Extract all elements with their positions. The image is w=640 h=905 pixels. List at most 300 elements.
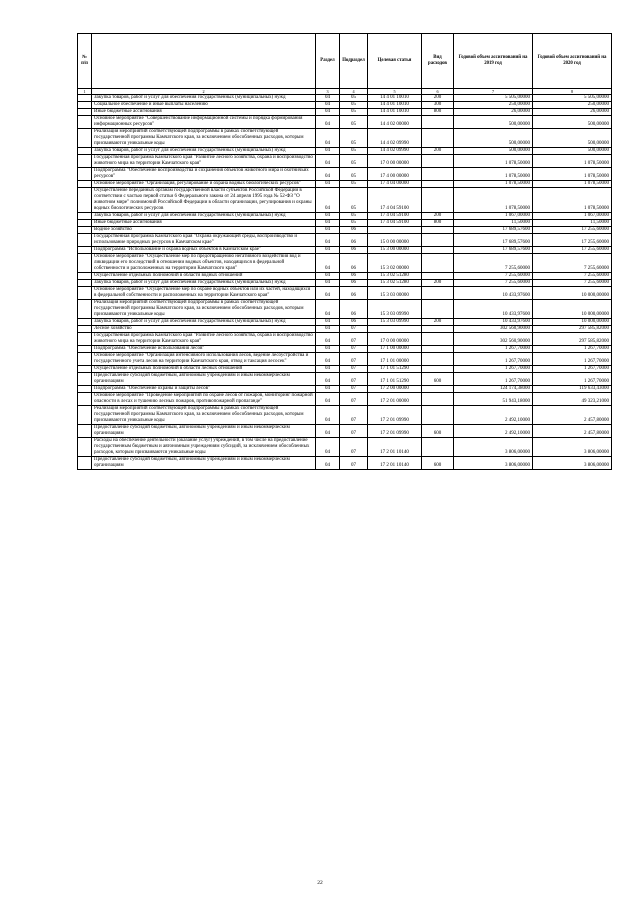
subsection-cell: 07 (340, 457, 368, 470)
amount-2020-cell: 119 633,43000 (533, 386, 612, 393)
item-name-cell: Закупка товаров, работ и услуг для обеспечения государственных (муниципальных) нужд (92, 95, 316, 102)
table-row (78, 188, 612, 213)
row-number-cell (78, 319, 92, 326)
table-row (78, 148, 612, 155)
amount-2019-cell: 17 689,57600 (454, 227, 533, 234)
row-number-cell (78, 326, 92, 333)
item-name-cell: Социальное обеспечение и иные выплаты населению (92, 102, 316, 109)
item-name-cell: Водное хозяйство (92, 227, 316, 234)
expense-type-cell (422, 326, 454, 333)
amount-2019-cell: 7 255,60000 (454, 254, 533, 273)
subsection-cell: 07 (340, 373, 368, 386)
expense-type-cell (422, 333, 454, 346)
section-cell: 04 (316, 188, 340, 213)
subsection-cell: 07 (340, 406, 368, 425)
section-cell: 04 (316, 102, 340, 109)
row-number-cell (78, 102, 92, 109)
target-article-cell: 17 2 01 10140 (368, 438, 422, 457)
target-article-cell: 15 0 00 00000 (368, 234, 422, 247)
amount-2020-cell: 2 457,80000 (533, 425, 612, 438)
amount-2019-cell: 7 255,60000 (454, 280, 533, 287)
row-number-cell (78, 300, 92, 319)
section-cell: 04 (316, 109, 340, 116)
row-number-cell (78, 234, 92, 247)
subsection-cell: 07 (340, 438, 368, 457)
item-name-cell: Предоставление субсидий бюджетным, автономным учреждениям и иным некоммерческим организациям (92, 373, 316, 386)
amount-2020-cell: 11,50000 (533, 220, 612, 227)
item-name-cell: Основное мероприятие "Организация, регулирование и охрана водных биологических ресурсов" (92, 181, 316, 188)
subsection-cell: 07 (340, 425, 368, 438)
section-cell: 04 (316, 116, 340, 129)
target-article-cell: 17 2 01 09990 (368, 425, 422, 438)
amount-2019-cell: 1 267,70000 (454, 353, 533, 366)
item-name-cell: Осуществление отдельных полномочий в области лесных отношений (92, 366, 316, 373)
amount-2019-cell: 17 689,57600 (454, 234, 533, 247)
subsection-cell: 05 (340, 95, 368, 102)
amount-2019-cell: 1 267,70000 (454, 346, 533, 353)
row-number-cell (78, 346, 92, 353)
amount-2019-cell: 500,00000 (454, 148, 533, 155)
target-article-cell: 17 0 00 00000 (368, 155, 422, 168)
target-article-cell: 17 1 01 51290 (368, 366, 422, 373)
item-name-cell: Реализация мероприятий соответствующей подпрограммы в рамках соответствующей государственной программы Камчатского края, за исключением обособленных расходов, которым присваиваются уникальные коды (92, 300, 316, 319)
target-article-cell: 14 4 01 10010 (368, 109, 422, 116)
row-number-cell (78, 373, 92, 386)
amount-2020-cell: 1 067,00000 (533, 213, 612, 220)
amount-2020-cell: 17 255,60000 (533, 227, 612, 234)
amount-2019-cell: 26,00000 (454, 109, 533, 116)
subsection-cell: 06 (340, 319, 368, 326)
expense-type-cell (422, 386, 454, 393)
expense-type-cell: 600 (422, 457, 454, 470)
column-number: 6 (422, 89, 454, 95)
target-article-cell: 17 4 04 59100 (368, 220, 422, 227)
amount-2020-cell: 1 267,70000 (533, 353, 612, 366)
target-article-cell: 14 4 02 09990 (368, 129, 422, 148)
amount-2020-cell: 17 255,60000 (533, 247, 612, 254)
section-cell: 04 (316, 319, 340, 326)
budget-table (77, 33, 612, 470)
table-row (78, 373, 612, 386)
row-number-cell (78, 366, 92, 373)
row-number-cell (78, 129, 92, 148)
section-cell: 04 (316, 129, 340, 148)
section-cell: 04 (316, 148, 340, 155)
expense-type-cell: 200 (422, 280, 454, 287)
expense-type-cell (422, 155, 454, 168)
table-row (78, 386, 612, 393)
target-article-cell: 17 2 01 09990 (368, 406, 422, 425)
table-row (78, 155, 612, 168)
table-row (78, 220, 612, 227)
row-number-cell (78, 116, 92, 129)
item-name-cell: Подпрограмма "Обеспечение охраны и защиты лесов" (92, 386, 316, 393)
subsection-cell: 05 (340, 181, 368, 188)
amount-2019-cell: 3 806,00000 (454, 438, 533, 457)
target-article-cell: 17 1 01 51290 (368, 373, 422, 386)
section-cell: 04 (316, 254, 340, 273)
item-name-cell: Предоставление субсидий бюджетным, автономным учреждениям и иным некоммерческим организациям (92, 425, 316, 438)
expense-type-cell (422, 353, 454, 366)
section-cell: 04 (316, 366, 340, 373)
table-row (78, 273, 612, 280)
column-number: 2 (92, 89, 316, 95)
item-name-cell: Подпрограмма "Обеспечение использования лесов" (92, 346, 316, 353)
amount-2019-cell: 1 078,50000 (454, 168, 533, 181)
amount-2020-cell: 7 255,60000 (533, 273, 612, 280)
target-article-cell: 15 3 02 51280 (368, 280, 422, 287)
section-cell: 04 (316, 457, 340, 470)
table-row (78, 425, 612, 438)
row-number-cell (78, 280, 92, 287)
table-row (78, 280, 612, 287)
subsection-cell: 06 (340, 273, 368, 280)
section-cell: 04 (316, 247, 340, 254)
row-number-cell (78, 181, 92, 188)
column-number: 8 (533, 89, 612, 95)
section-cell: 04 (316, 346, 340, 353)
row-number-cell (78, 457, 92, 470)
row-number-cell (78, 220, 92, 227)
expense-type-cell: 600 (422, 373, 454, 386)
section-cell: 04 (316, 406, 340, 425)
subsection-cell: 07 (340, 393, 368, 406)
amount-2020-cell: 1 078,50000 (533, 188, 612, 213)
row-number-cell (78, 273, 92, 280)
amount-2020-cell: 297 585,82000 (533, 326, 612, 333)
amount-2020-cell: 1 078,50000 (533, 181, 612, 188)
section-cell: 04 (316, 220, 340, 227)
table-row (78, 333, 612, 346)
amount-2019-cell: 1 067,00000 (454, 213, 533, 220)
subsection-cell: 05 (340, 188, 368, 213)
table-row (78, 319, 612, 326)
target-article-cell: 17 2 01 10140 (368, 457, 422, 470)
amount-2020-cell: 1 078,50000 (533, 155, 612, 168)
target-article-cell: 17 4 04 59100 (368, 213, 422, 220)
subsection-cell: 05 (340, 109, 368, 116)
target-article-cell: 15 3 02 51280 (368, 273, 422, 280)
amount-2019-cell: 10 433,97600 (454, 300, 533, 319)
section-cell: 04 (316, 181, 340, 188)
header-number: № п/п (78, 34, 92, 89)
table-row (78, 129, 612, 148)
amount-2019-cell: 302 560,90000 (454, 333, 533, 346)
target-article-cell: 17 2 01 00000 (368, 393, 422, 406)
row-number-cell (78, 247, 92, 254)
section-cell: 04 (316, 287, 340, 300)
row-number-cell (78, 333, 92, 346)
amount-2019-cell: 3 806,00000 (454, 457, 533, 470)
table-row (78, 213, 612, 220)
expense-type-cell (422, 181, 454, 188)
row-number-cell (78, 254, 92, 273)
amount-2019-cell: 10 433,97600 (454, 319, 533, 326)
amount-2019-cell: 250,00000 (454, 102, 533, 109)
expense-type-cell: 800 (422, 109, 454, 116)
column-number: 4 (340, 89, 368, 95)
subsection-cell: 05 (340, 155, 368, 168)
section-cell: 04 (316, 326, 340, 333)
item-name-cell: Основное мероприятие "Осуществление мер по предотвращению негативного воздействия вод и ликвидации его последствий в отношении водных объектов, находящихся в федеральной собственности и расположенных на территории Камчатского края" (92, 254, 316, 273)
expense-type-cell (422, 438, 454, 457)
expense-type-cell: 200 (422, 148, 454, 155)
item-name-cell: Реализация мероприятий соответствующей подпрограммы в рамках соответствующей государственной программы Камчатского края, за исключением обособленных расходов, которым присваиваются уникальные коды (92, 406, 316, 425)
header-amount-2020: Годовой объем ассигнований на 2020 год (533, 34, 612, 89)
subsection-cell: 06 (340, 227, 368, 234)
item-name-cell: Реализация мероприятий соответствующей подпрограммы в рамках соответствующей государственной программы Камчатского края, за исключением обособленных расходов, которым присваиваются уникальные коды (92, 129, 316, 148)
table-row (78, 438, 612, 457)
subsection-cell: 05 (340, 213, 368, 220)
section-cell: 04 (316, 273, 340, 280)
item-name-cell: Подпрограмма "Использование и охрана водных объектов в Камчатском крае" (92, 247, 316, 254)
target-article-cell: 15 3 03 09990 (368, 300, 422, 319)
amount-2020-cell: 2 457,80000 (533, 406, 612, 425)
item-name-cell: Закупка товаров, работ и услуг для обеспечения государственных (муниципальных) нужд (92, 213, 316, 220)
amount-2019-cell: 500,00000 (454, 129, 533, 148)
item-name-cell: Основное мероприятие "Организация интенсивного использования лесов, ведение лесоустройства и государственного учета лесов на территории Камчатского края, отвод и таксация лесосек" (92, 353, 316, 366)
section-cell: 04 (316, 333, 340, 346)
row-number-cell (78, 227, 92, 234)
target-article-cell: 15 3 00 00000 (368, 247, 422, 254)
expense-type-cell (422, 168, 454, 181)
amount-2019-cell: 11,50000 (454, 220, 533, 227)
header-subsection: Подраздел (340, 34, 368, 89)
amount-2020-cell: 7 255,60000 (533, 254, 612, 273)
table-row (78, 353, 612, 366)
table-row (78, 346, 612, 353)
expense-type-cell (422, 273, 454, 280)
item-name-cell: Осуществление переданных органам государственной власти субъектов Российской Федерации в соответствии с частью первой статьи 6 Федерального закона от 24 апреля 1995 года № 52-ФЗ "О животном мире" полномочий Российской Федерации в области организации, регулирования и охраны водных биологических ресурсов (92, 188, 316, 213)
expense-type-cell: 200 (422, 95, 454, 102)
row-number-cell (78, 386, 92, 393)
column-number: 7 (454, 89, 533, 95)
amount-2020-cell: 500,00000 (533, 116, 612, 129)
budget-table-sheet (77, 33, 611, 470)
expense-type-cell (422, 287, 454, 300)
item-name-cell: Подпрограмма "Обеспечение воспроизводства и сохранения объектов животного мира и охотничьих ресурсов" (92, 168, 316, 181)
header-name (92, 34, 316, 89)
subsection-cell: 06 (340, 280, 368, 287)
subsection-cell: 07 (340, 386, 368, 393)
amount-2020-cell: 10 000,00000 (533, 319, 612, 326)
expense-type-cell: 300 (422, 102, 454, 109)
amount-2019-cell: 2 492,10000 (454, 406, 533, 425)
item-name-cell: Основное мероприятие "Совершенствование информационной системы и порядка формирования информационных ресурсов" (92, 116, 316, 129)
section-cell: 04 (316, 155, 340, 168)
item-name-cell: Расходы на обеспечение деятельности (оказание услуг) учреждений, в том числе на предоставление государственным бюджетным и автономным учреждениям субсидий, за исключением обособленных расходов, которым присваиваются уникальные коды (92, 438, 316, 457)
header-target-article: Целевая статья (368, 34, 422, 89)
expense-type-cell: 200 (422, 213, 454, 220)
expense-type-cell (422, 129, 454, 148)
row-number-cell (78, 213, 92, 220)
amount-2020-cell: 10 000,00000 (533, 287, 612, 300)
expense-type-cell: 600 (422, 425, 454, 438)
amount-2019-cell: 5 505,00000 (454, 95, 533, 102)
amount-2019-cell: 2 492,10000 (454, 425, 533, 438)
amount-2020-cell: 3 806,00000 (533, 438, 612, 457)
section-cell: 04 (316, 438, 340, 457)
expense-type-cell (422, 247, 454, 254)
amount-2019-cell: 10 433,97600 (454, 287, 533, 300)
amount-2019-cell: 7 255,60000 (454, 273, 533, 280)
target-article-cell: 17 1 00 00000 (368, 346, 422, 353)
expense-type-cell (422, 234, 454, 247)
section-cell: 04 (316, 373, 340, 386)
table-row (78, 406, 612, 425)
target-article-cell: 15 3 02 00000 (368, 254, 422, 273)
section-cell: 04 (316, 425, 340, 438)
subsection-cell: 07 (340, 353, 368, 366)
expense-type-cell (422, 188, 454, 213)
target-article-cell: 15 3 03 09990 (368, 319, 422, 326)
amount-2020-cell: 5 505,00000 (533, 95, 612, 102)
amount-2020-cell: 500,00000 (533, 129, 612, 148)
item-name-cell: Государственная программа Камчатского края "Развитие лесного хозяйства, охрана и воспроизводство животного мира на территории Камчатского края" (92, 155, 316, 168)
expense-type-cell (422, 300, 454, 319)
target-article-cell: 14 4 01 10010 (368, 95, 422, 102)
table-row (78, 300, 612, 319)
table-row (78, 254, 612, 273)
target-article-cell (368, 227, 422, 234)
subsection-cell: 05 (340, 220, 368, 227)
expense-type-cell (422, 393, 454, 406)
target-article-cell: 17 4 04 59100 (368, 188, 422, 213)
target-article-cell: 14 4 02 00000 (368, 116, 422, 129)
item-name-cell: Иные бюджетные ассигнования (92, 220, 316, 227)
item-name-cell: Основное мероприятие "Проведение мероприятий по охране лесов от пожаров, мониторинг пожарной опасности в лесах и тушению лесных пожаров, противопожарной пропаганде" (92, 393, 316, 406)
table-row (78, 247, 612, 254)
item-name-cell: Закупка товаров, работ и услуг для обеспечения государственных (муниципальных) нужд (92, 148, 316, 155)
table-body (78, 95, 612, 470)
target-article-cell: 17 2 00 00000 (368, 386, 422, 393)
row-number-cell (78, 406, 92, 425)
expense-type-cell (422, 406, 454, 425)
target-article-cell: 17 0 00 00000 (368, 333, 422, 346)
column-number: 5 (368, 89, 422, 95)
amount-2020-cell: 500,00000 (533, 148, 612, 155)
amount-2020-cell: 10 000,00000 (533, 300, 612, 319)
section-cell: 04 (316, 168, 340, 181)
section-cell: 04 (316, 95, 340, 102)
item-name-cell: Предоставление субсидий бюджетным, автономным учреждениям и иным некоммерческим организациям (92, 457, 316, 470)
amount-2020-cell: 17 255,60000 (533, 234, 612, 247)
column-number: 3 (316, 89, 340, 95)
amount-2019-cell: 302 560,90000 (454, 326, 533, 333)
amount-2020-cell: 250,00000 (533, 102, 612, 109)
item-name-cell: Осуществление отдельных полномочий в области водных отношений (92, 273, 316, 280)
amount-2019-cell: 1 078,50000 (454, 188, 533, 213)
expense-type-cell: 800 (422, 220, 454, 227)
amount-2020-cell: 297 585,82000 (533, 333, 612, 346)
expense-type-cell (422, 116, 454, 129)
row-number-cell (78, 188, 92, 213)
header-section: Раздел (316, 34, 340, 89)
target-article-cell: 14 4 01 10010 (368, 102, 422, 109)
section-cell: 04 (316, 227, 340, 234)
target-article-cell: 14 4 02 09990 (368, 148, 422, 155)
amount-2020-cell: 1 078,50000 (533, 168, 612, 181)
expense-type-cell (422, 254, 454, 273)
subsection-cell: 07 (340, 326, 368, 333)
column-number: 1 (78, 89, 92, 95)
expense-type-cell (422, 366, 454, 373)
table-row (78, 116, 612, 129)
row-number-cell (78, 109, 92, 116)
table-row (78, 366, 612, 373)
amount-2019-cell: 51 943,18000 (454, 393, 533, 406)
table-row (78, 95, 612, 102)
table-row (78, 227, 612, 234)
table-row (78, 109, 612, 116)
item-name-cell: Лесное хозяйство (92, 326, 316, 333)
amount-2020-cell: 7 255,60000 (533, 280, 612, 287)
amount-2020-cell: 49 323,21000 (533, 393, 612, 406)
table-row (78, 102, 612, 109)
expense-type-cell (422, 346, 454, 353)
table-row (78, 393, 612, 406)
amount-2019-cell: 1 078,50000 (454, 155, 533, 168)
section-cell: 04 (316, 386, 340, 393)
row-number-cell (78, 425, 92, 438)
row-number-cell (78, 287, 92, 300)
table-row (78, 287, 612, 300)
row-number-cell (78, 353, 92, 366)
row-number-cell (78, 393, 92, 406)
subsection-cell: 05 (340, 102, 368, 109)
section-cell: 04 (316, 393, 340, 406)
table-row (78, 181, 612, 188)
header-expense-type: Вид расходов (422, 34, 454, 89)
amount-2019-cell: 1 267,70000 (454, 373, 533, 386)
table-row (78, 457, 612, 470)
header-amount-2019: Годовой объем ассигнований на 2019 год (454, 34, 533, 89)
section-cell: 04 (316, 300, 340, 319)
item-name-cell: Основное мероприятие "Осуществление мер по охране водных объектов или их частей, находящихся в федеральной собственности и расположенных на территории Камчатского края" (92, 287, 316, 300)
table-row (78, 326, 612, 333)
amount-2019-cell: 500,00000 (454, 116, 533, 129)
target-article-cell: 17 4 00 00000 (368, 168, 422, 181)
amount-2020-cell: 3 806,00000 (533, 457, 612, 470)
subsection-cell: 06 (340, 287, 368, 300)
row-number-cell (78, 168, 92, 181)
section-cell: 04 (316, 280, 340, 287)
row-number-cell (78, 438, 92, 457)
subsection-cell: 07 (340, 333, 368, 346)
subsection-cell: 06 (340, 300, 368, 319)
subsection-cell: 05 (340, 116, 368, 129)
subsection-cell: 07 (340, 366, 368, 373)
subsection-cell: 05 (340, 129, 368, 148)
item-name-cell: Иные бюджетные ассигнования (92, 109, 316, 116)
subsection-cell: 06 (340, 247, 368, 254)
item-name-cell: Государственная программа Камчатского края "Развитие лесного хозяйства, охрана и воспроизводство животного мира на территории Камчатского края" (92, 333, 316, 346)
section-cell: 04 (316, 213, 340, 220)
subsection-cell: 05 (340, 148, 368, 155)
expense-type-cell (422, 227, 454, 234)
subsection-cell: 07 (340, 346, 368, 353)
amount-2020-cell: 1 267,70000 (533, 373, 612, 386)
page-number: 22 (317, 880, 323, 886)
row-number-cell (78, 155, 92, 168)
amount-2020-cell: 1 267,70000 (533, 346, 612, 353)
section-cell: 04 (316, 353, 340, 366)
item-name-cell: Закупка товаров, работ и услуг для обеспечения государственных (муниципальных) нужд (92, 319, 316, 326)
section-cell: 04 (316, 234, 340, 247)
subsection-cell: 06 (340, 234, 368, 247)
target-article-cell: 17 1 01 00000 (368, 353, 422, 366)
amount-2020-cell: 26,00000 (533, 109, 612, 116)
